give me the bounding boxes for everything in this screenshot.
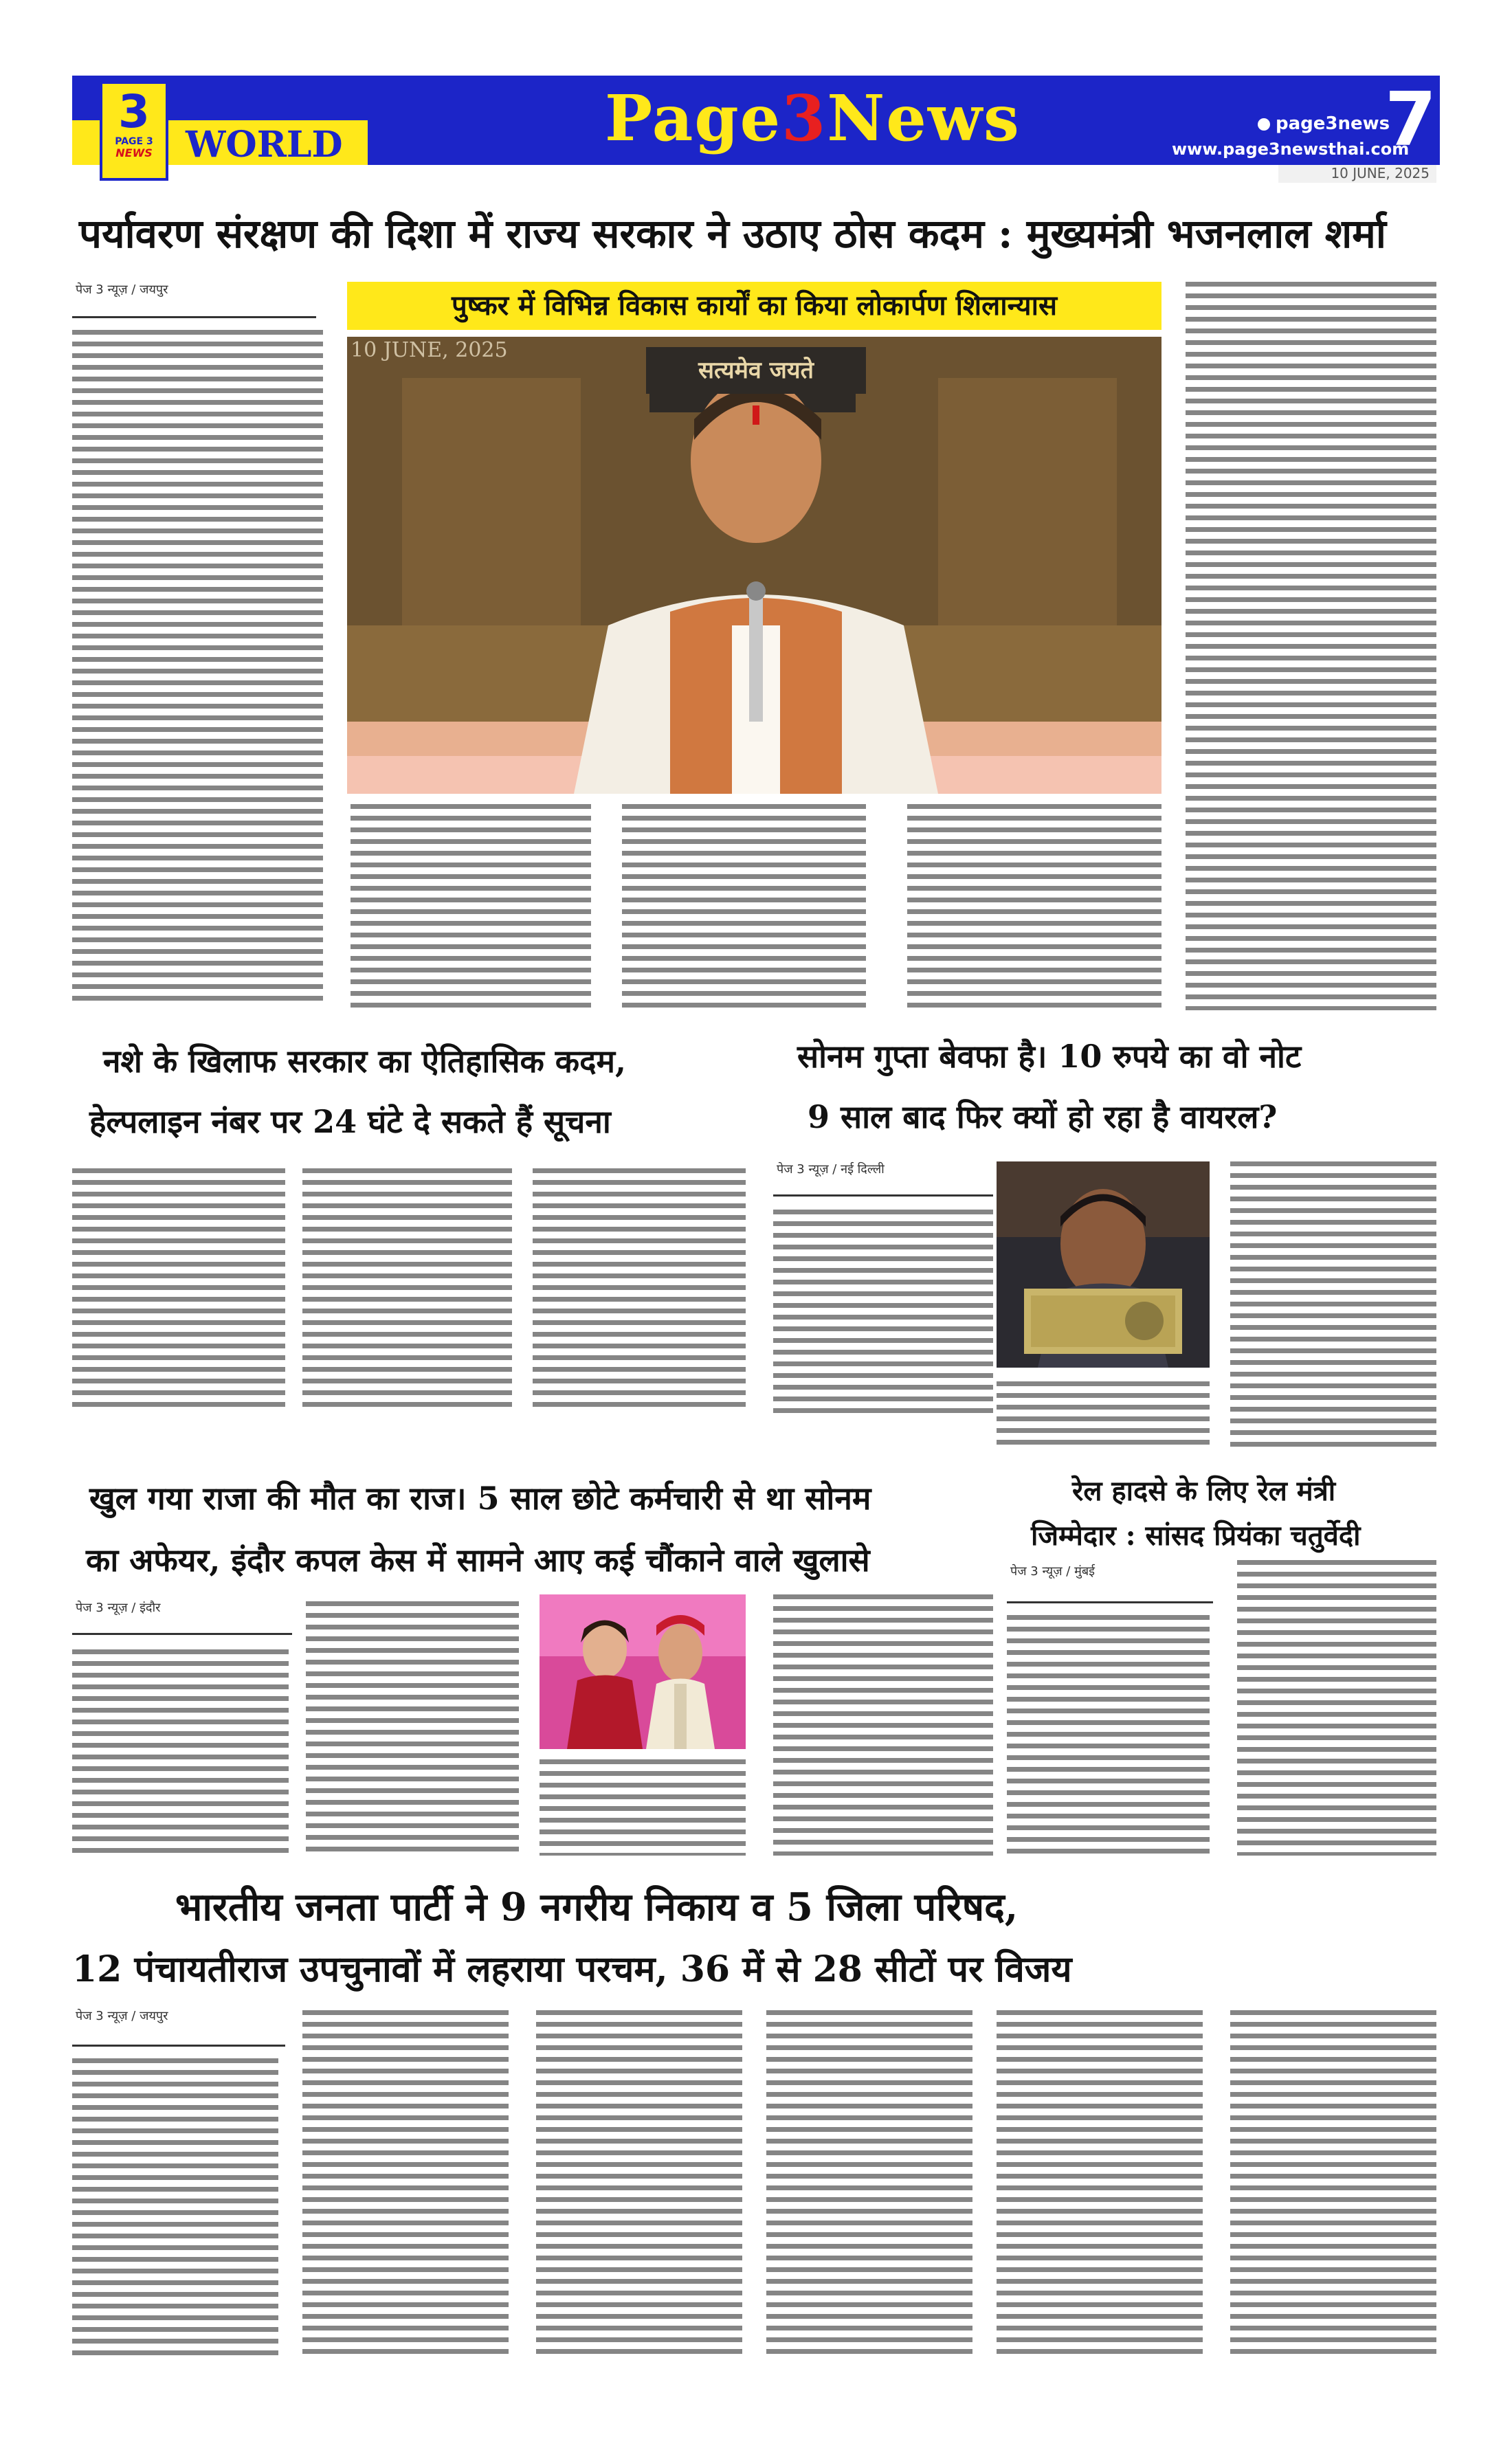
brand-suffix: News [827,81,1021,155]
helpline-text-column-1 [72,1168,285,1409]
rail-headline-2[interactable]: जिम्मेदार : सांसद प्रियंका चतुर्वेदी [1031,1520,1361,1552]
lead-headline[interactable]: पर्यावरण संरक्षण की दिशा में राज्य सरकार ने उठाए ठोस कदम : मुख्यमंत्री भजनलाल शर्मा [79,210,1386,257]
page-number: 7 [1385,77,1437,163]
sonam-note-image [997,1161,1210,1368]
lead-text-column-4 [907,804,1161,1010]
social-dot-icon [1258,118,1270,131]
sonam-note-headline-2[interactable]: 9 साल बाद फिर क्यों हो रहा है वायरल? [808,1098,1278,1135]
raja-headline-2[interactable]: का अफेयर, इंदौर कपल केस में सामने आए कई चौंकाने वाले खुलासे [86,1542,870,1579]
website-link[interactable]: www.page3newsthai.com [1172,140,1410,159]
bjp-byline: पेज 3 न्यूज़ / जयपुर [76,2009,168,2023]
photo-emblem-sign: सत्यमेव जयते [646,347,866,394]
lead-byline: पेज 3 न्यूज़ / जयपुर [76,282,168,297]
raja-text-column-2 [306,1601,519,1856]
bjp-text-column-1 [72,2058,278,2361]
bjp-text-column-4 [766,2010,972,2361]
rail-text-column-2 [1237,1560,1436,1856]
bjp-rule [72,2045,285,2047]
bjp-headline-2[interactable]: 12 पंचायतीराज उपचुनावों में लहराया परचम, 36 में से 28 सीटों पर विजय [72,1948,1072,1990]
brand-title[interactable] [605,81,1021,155]
sonam-note-text-column-1 [773,1210,993,1416]
lead-byline-rule [72,316,316,318]
rail-byline: पेज 3 न्यूज़ / मुंबई [1010,1564,1095,1579]
raja-text-column-4 [773,1594,993,1856]
logo-news-text: NEWS [115,146,153,159]
sonam-note-byline: पेज 3 न्यूज़ / नई दिल्ली [777,1162,885,1177]
page3-logo[interactable] [100,81,168,181]
sonam-note-rule [773,1194,993,1197]
social-handle-text: page3news [1276,113,1390,134]
lead-text-column-5 [1186,282,1436,1010]
lead-text-column-1 [72,330,323,1007]
helpline-text-column-2 [302,1168,512,1409]
rail-text-column-1 [1007,1615,1210,1856]
bjp-text-column-5 [997,2010,1203,2361]
raja-headline-1[interactable]: खुल गया राजा की मौत का राज। 5 साल छोटे कर्मचारी से था सोनम [89,1480,871,1517]
raja-byline: पेज 3 न्यूज़ / इंदौर [76,1601,161,1615]
bjp-text-column-2 [302,2010,509,2361]
brand-number: 3 [781,81,827,155]
lead-text-column-3 [622,804,866,1010]
brand-prefix: Page [605,81,782,155]
helpline-text-column-3 [533,1168,746,1409]
lead-photo[interactable] [347,337,1161,794]
photo-date-watermark: 10 JUNE, 2025 [351,338,508,362]
sonam-note-photo[interactable] [997,1161,1210,1368]
raja-text-column-3 [540,1759,746,1856]
sonam-note-text-column-2 [997,1381,1210,1450]
sonam-note-text-column-3 [1230,1161,1436,1450]
raja-rule [72,1633,292,1635]
issue-date: 10 JUNE, 2025 [1278,165,1436,183]
helpline-headline-2[interactable]: हेल्पलाइन नंबर पर 24 घंटे दे सकते हैं सूचना [89,1103,611,1140]
logo-number: 3 [118,85,150,138]
bjp-headline-1[interactable]: भारतीय जनता पार्टी ने 9 नगरीय निकाय व 5 जिला परिषद, [175,1884,1019,1930]
raja-couple-photo[interactable] [540,1594,746,1749]
lead-text-column-2 [351,804,591,1010]
raja-text-column-1 [72,1649,289,1856]
lead-subhead[interactable]: पुष्कर में विभिन्न विकास कार्यों का किया लोकार्पण शिलान्यास [347,282,1161,330]
helpline-headline-1[interactable]: नशे के खिलाफ सरकार का ऐतिहासिक कदम, [103,1043,627,1080]
social-handle[interactable] [1258,113,1390,134]
bjp-text-column-3 [536,2010,742,2361]
lead-photo-image [347,337,1161,794]
sonam-note-headline-1[interactable]: सोनम गुप्ता बेवफा है। 10 रुपये का वो नोट [797,1038,1302,1075]
bjp-text-column-6 [1230,2010,1436,2361]
section-label: WORLD [186,124,343,166]
raja-couple-image [540,1594,746,1749]
rail-headline-1[interactable]: रेल हादसे के लिए रेल मंत्री [1072,1475,1336,1507]
logo-small-text: PAGE 3 [115,136,153,147]
rail-rule [1007,1601,1213,1603]
